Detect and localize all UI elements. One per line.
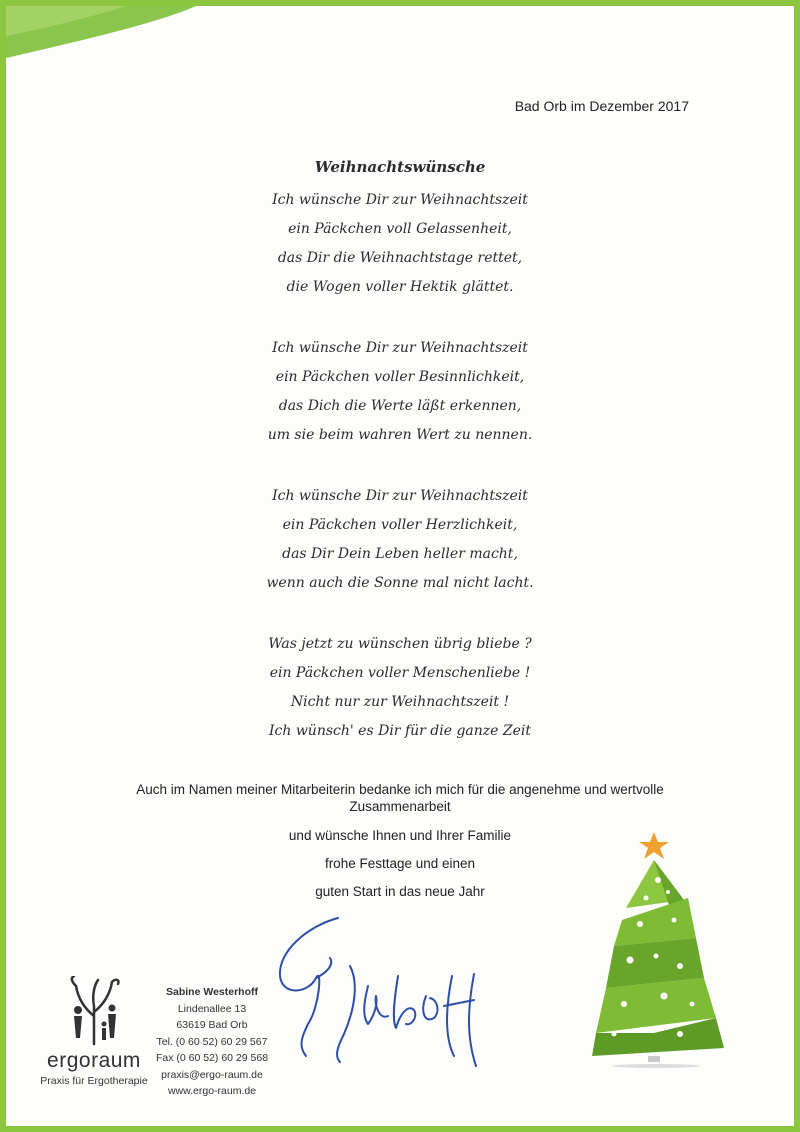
logo-subtitle: Praxis für Ergotherapie [40, 1075, 148, 1087]
contact-fax: Fax (0 60 52) 60 29 568 [155, 1052, 269, 1064]
poem-line: Ich wünsche Dir zur Weihnachtszeit [272, 488, 528, 504]
poem-stanza [6, 630, 794, 746]
thanks-line: Auch im Namen meiner Mitarbeiterin bedanke ich mich für die angenehme und wertvolle Zusammenarbeit [136, 782, 664, 814]
handwritten-signature [268, 906, 508, 1096]
poem-line: Ich wünsche Dir zur Weihnachtszeit [272, 192, 528, 208]
poem-line: wenn auch die Sonne mal nicht lacht. [266, 575, 534, 591]
logo-name: ergoraum [47, 1049, 141, 1072]
poem-line: das Dir Dein Leben heller macht, [282, 546, 518, 562]
poem-title: Weihnachtswünsche [314, 158, 486, 176]
thanks-line: und wünsche Ihnen und Ihrer Familie [288, 828, 512, 843]
poem [6, 158, 794, 778]
poem-line: ein Päckchen voll Gelassenheit, [288, 221, 512, 237]
poem-line: Nicht nur zur Weihnachtszeit ! [290, 694, 510, 710]
letter-date: Bad Orb im Dezember 2017 [514, 98, 689, 114]
poem-line: das Dir die Weihnachtstage rettet, [277, 250, 523, 266]
poem-line: ein Päckchen voller Herzlichkeit, [282, 517, 518, 533]
christmas-tree-icon [584, 828, 734, 1068]
poem-line: um sie beim wahren Wert zu nennen. [267, 427, 533, 443]
contact-city: 63619 Bad Orb [176, 1019, 248, 1031]
poem-line: die Wogen voller Hektik glättet. [286, 279, 514, 295]
poem-line: ein Päckchen voller Menschenliebe ! [269, 665, 531, 681]
poem-line: Was jetzt zu wünschen übrig bliebe ? [268, 636, 532, 652]
poem-line: das Dich die Werte läßt erkennen, [278, 398, 522, 414]
poem-stanza [6, 334, 794, 450]
poem-line: Ich wünsch' es Dir für die ganze Zeit [268, 723, 532, 739]
contact-name: Sabine Westerhoff [166, 986, 258, 998]
contact-phone: Tel. (0 60 52) 60 29 567 [156, 1035, 268, 1048]
poem-stanza [6, 186, 794, 302]
contact-block [153, 984, 271, 1100]
contact-email: praxis@ergo-raum.de [161, 1068, 263, 1081]
contact-street: Lindenallee 13 [177, 1002, 247, 1015]
contact-website: www.ergo-raum.de [167, 1085, 257, 1097]
company-logo [34, 976, 154, 1087]
poem-line: ein Päckchen voller Besinnlichkeit, [275, 369, 525, 385]
poem-stanza [6, 482, 794, 598]
corner-decoration [6, 6, 206, 66]
tree-family-logo-icon [54, 976, 134, 1046]
thanks-line: frohe Festtage und einen [324, 856, 476, 871]
poem-line: Ich wünsche Dir zur Weihnachtszeit [272, 340, 528, 356]
thanks-line: guten Start in das neue Jahr [315, 884, 485, 899]
